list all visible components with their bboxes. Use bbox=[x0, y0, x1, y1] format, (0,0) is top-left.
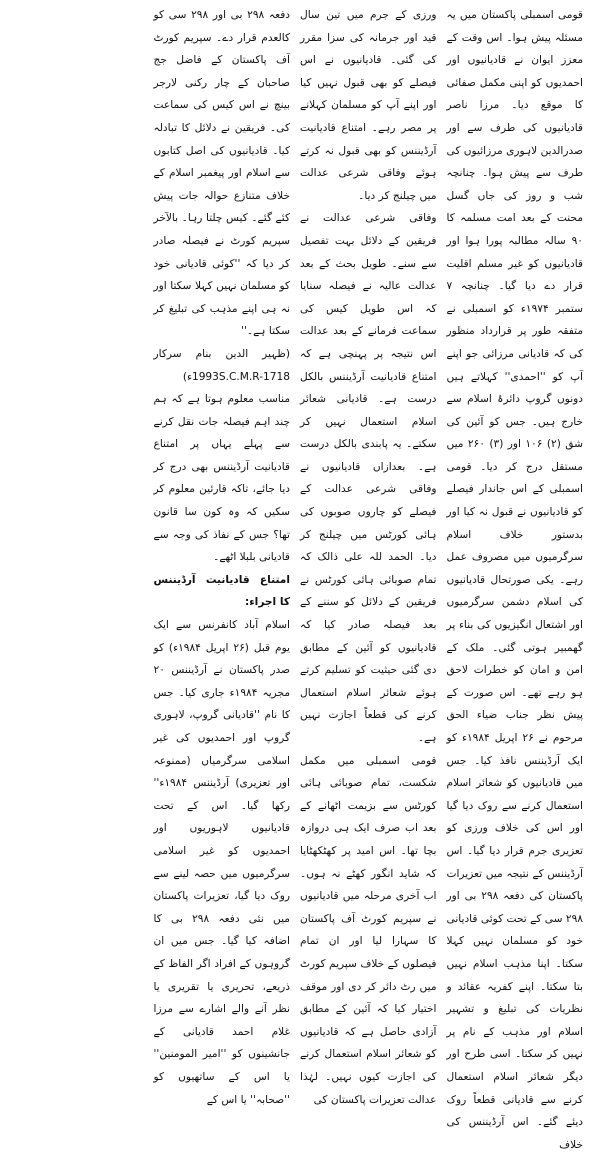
text-column-middle bbox=[295, 4, 442, 1106]
paragraph: دفعہ ۲۹۸ بی اور ۲۹۸ سی کو کالعدم قرار دے۔ سپریم کورٹ آف پاکستان کے فاضل جج صاحبان کے چار رکنی لارجر بینچ نے اس کیس کی سماعت کی۔ فریقین نے دلائل کا تبادلہ کیا۔ قادیانیوں کی اصل کتابوں سے اسلام اور پیغمبر اسلام کے خلاف متنازع حوالہ جات پیش کئے گئے۔ کیس چلتا رہا۔ بالآخر سپریم کورٹ نے فیصلہ صادر کر دیا کہ ''کوئی قادیانی خود کو مسلمان نہیں کہلا سکتا اور نہ ہی اپنے مذہب کی تبلیغ کر سکتا ہے۔'' bbox=[153, 9, 290, 338]
section-heading: امتناع قادیانیت آرڈیننس کا اجراء: bbox=[153, 573, 290, 609]
text-column-right bbox=[442, 4, 589, 1151]
paragraph: اسلام آباد کانفرنس سے ایک یوم قبل (۲۶ اپریل ۱۹۸۴ء) کو صدر پاکستان نے آرڈیننس ۲۰ مجریہ ۱۹۸۴ء جاری کیا۔ جس کا نام ''قادیانی گروپ، لاہوری گروپ اور احمدیوں کی غیر اسلامی سرگرمیاں (ممنوعہ اور تعزیری) آرڈیننس ۱۹۸۴ء'' رکھا گیا۔ اس کے تحت قادیانیوں لاہوریوں اور احمدیوں کو غیر اسلامی سرگرمیوں میں حصہ لینے سے روک دیا گیا، تعزیرات پاکستان میں نئی دفعہ ۲۹۸ بی کا اضافہ کیا گیا۔ جس میں ان گروہوں کے افراد اگر الفاظ کے ذریعے، تحریری یا تقریری یا نظر آنے والے اشارے سے مرزا غلام احمد قادیانی کے جانشینوں کو ''امیر المومنین'' یا اس کے ساتھیوں کو ''صحابہ'' یا اس کے bbox=[153, 619, 290, 1106]
paragraph: قومی اسمبلی پاکستان میں یہ مسئلہ پیش ہوا۔ اس وقت کے معزز ایوان نے قادیانیوں اور احمدیوں کو اپنی مکمل صفائی کا موقع دیا۔ مرزا ناصر قادیانیوں کی طرف سے اور صدرالدین لاہوری مرزائیوں کی طرف سے پیش ہوا۔ چنانچہ شب و روز کی جاں گسل محنت کے بعد امت مسلمہ کا ۹۰ سالہ مطالبہ پورا ہوا اور قادیانیوں کو غیر مسلم اقلیت قرار دے دیا گیا۔ چنانچہ ۷ ستمبر ۱۹۷۴ء کو اسمبلی نے متفقہ طور پر قرارداد منظور کی کہ قادیانی مرزائی جو اپنے آپ کو ''احمدی'' کہلاتے ہیں دونوں گروپ دائرۂ اسلام سے خارج ہیں۔ جس کو آئین کی شق (۲) ۱۰۶ اور (۳) ۲۶۰ میں مستقل درج کر دیا۔ قومی اسمبلی کے اس جاندار فیصلے کو قادیانیوں نے قبول نہ کیا اور بدستور خلاف اسلام سرگرمیوں میں مصروف عمل رہے۔ یکی صورتحال قادیانیوں کی اسلام دشمن سرگرمیوں اور اشتعال انگیزیوں کی بناء پر گھمبیر ہوتی گئی۔ ملک کے امن و امان کو خطرات لاحق ہو رہے تھے۔ اس صورت کے پیش نظر جناب ضیاء الحق مرحوم نے ۲۶ اپریل ۱۹۸۴ء کو ایک آرڈیننس نافذ کیا۔ جس میں قادیانیوں کو شعائر اسلام استعمال کرنے سے روک دیا گیا اور اس کی خلاف ورزی کو تعزیری جرم قرار دیا گیا۔ اس آرڈیننس کے نتیجہ میں تعزیرات پاکستان کی دفعہ ۲۹۸ بی اور ۲۹۸ سی کے تحت کوئی قادیانی خود کو مسلمان نہیں کہلا سکتا۔ اپنا مذہب اسلام نہیں بتا سکتا۔ اپنے کفریہ عقائد و نظریات کی تبلیغ و تشہیر اسلام اور مذہب کے نام پر نہیں کر سکتا۔ اسی طرح اور دیگر شعائر اسلام استعمال کرنے سے قادیانی قطعاً روک دیئے گئے۔ اس آرڈیننس کی خلاف bbox=[446, 9, 584, 1151]
text-column-left bbox=[149, 4, 296, 1106]
paragraph: ورزی کے جرم میں تین سال قید اور جرمانہ کی سزا مقرر کی گئی۔ قادیانیوں نے اس فیصلے کو بھی قبول نہیں کیا اور اپنے آپ کو مسلمان کہلانے پر مصر رہے۔ امتناع قادیانیت آرڈیننس کو بھی قبول نہ کرتے ہوئے وفاقی شرعی عدالت میں چیلنج کر دیا۔ bbox=[300, 9, 437, 202]
text-column-far-left bbox=[2, 4, 149, 800]
paragraph: وفاقی شرعی عدالت نے فریقین کے دلائل بہت تفصیل سے سنے۔ طویل بحث کے بعد عدالت عالیہ نے فیصلہ سنایا کہ اس طویل کیس کی سماعت فرمانے کے بعد عدالت اس نتیجہ پر پہنچی ہے کہ امتناع قادیانیت آرڈیننس بالکل درست ہے۔ قادیانی شعائر اسلام استعمال نہیں کر سکتے۔ یہ پابندی بالکل درست ہے۔ بعدازاں قادیانیوں نے وفاقی شرعی عدالت کے فیصلے کو چاروں صوبوں کی ہائی کورٹس میں چیلنج کر دیا۔ الحمد للہ علی ذالک کہ تمام صوبائی ہائی کورٹس نے فریقین کے دلائل کو سننے کے بعد فیصلہ صادر کیا کہ قادیانیوں کو آئین کے مطابق دی گئی حیثیت کو تسلیم کرتے ہوئے شعائر اسلام استعمال کرنے کی قطعاً اجازت نہیں ہے۔ bbox=[300, 212, 437, 744]
paragraph: مناسب معلوم ہوتا ہے کہ ہم چند اہم فیصلہ جات نقل کرنے سے پہلے یہاں پر امتناع قادیانیت آرڈیننس بھی درج کر دیا جائے، تاکہ قارئین معلوم کر سکیں کہ وہ کون سا قانون تھا؟ جس کے نفاذ کی وجہ سے قادیانی بلبلا اٹھے۔ bbox=[153, 393, 290, 564]
citation: (ظہیر الدین بنام سرکار 1993S.C.M.R-1718ء) bbox=[153, 347, 290, 383]
paragraph: قومی اسمبلی میں مکمل شکست، تمام صوبائی ہائی کورٹس سے بزیمت اٹھانے کے بعد اب صرف ایک ہی دروازہ بچا تھا۔ اس امید پر کھٹکھٹایا کہ شاید انگور کھٹے نہ ہوں۔ اب آخری مرحلہ میں قادیانیوں نے سپریم کورٹ آف پاکستان کا سہارا لیا اور ان تمام فیصلوں کے خلاف سپریم کورٹ میں رٹ دائر کر دی اور موقف اختیار کیا کہ آئین کے مطابق آزادی حاصل ہے کہ قادیانیوں کو شعائر اسلام استعمال کرنے کی اجازت کیوں نہیں۔ لہٰذا عدالت تعزیرات پاکستان کی bbox=[300, 754, 437, 1106]
